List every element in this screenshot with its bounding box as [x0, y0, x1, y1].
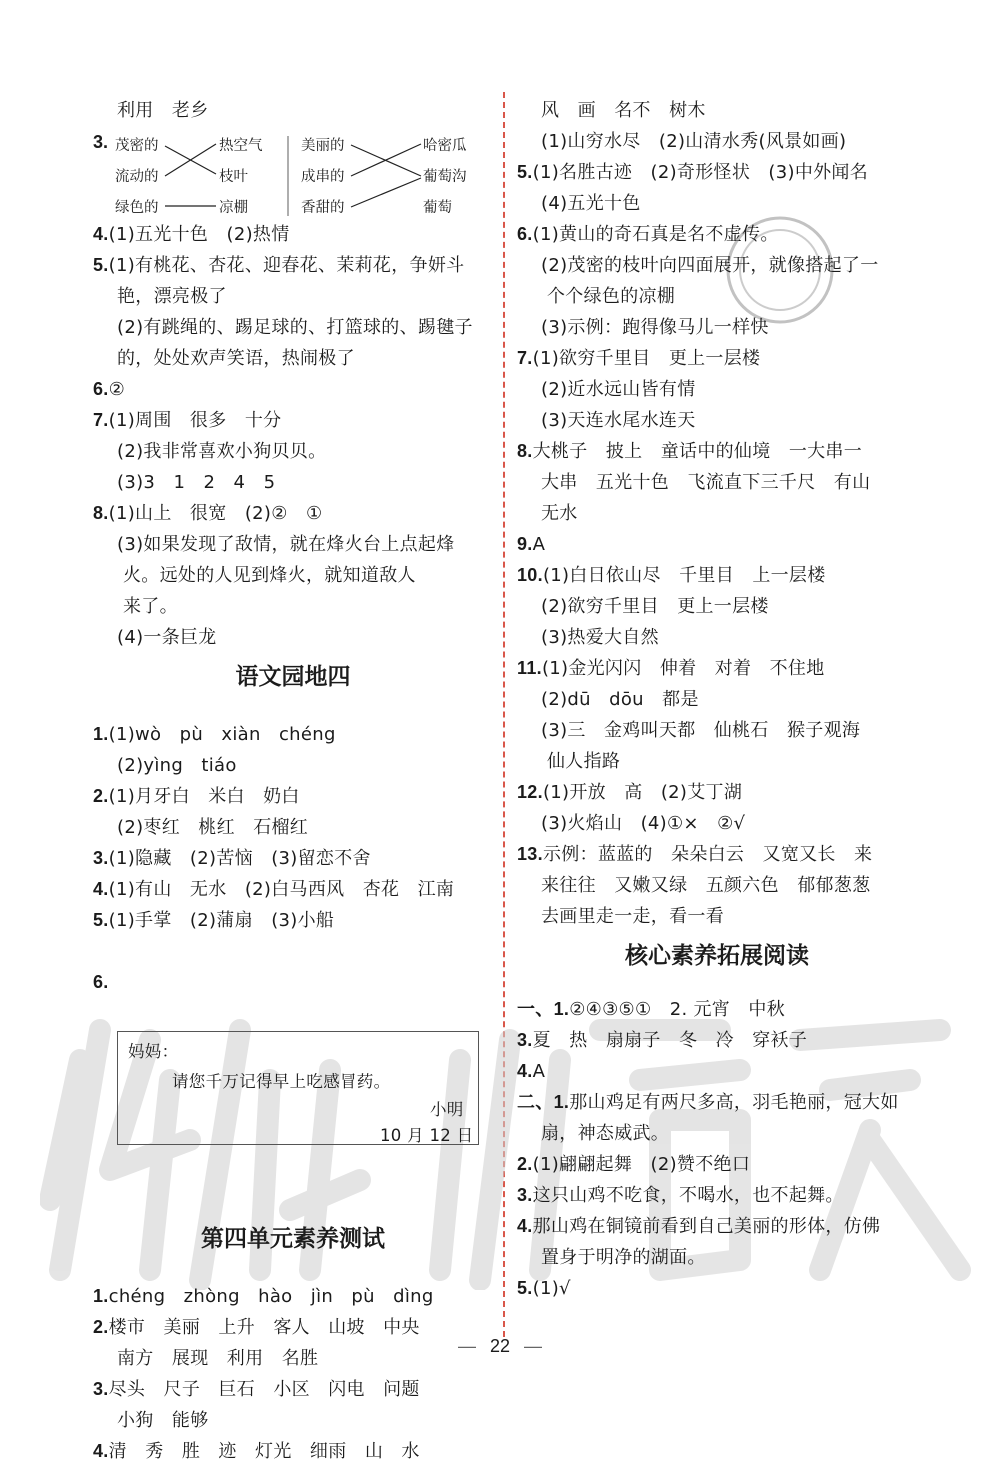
answer-line [93, 219, 493, 250]
answer-block [517, 95, 917, 932]
answer-text: 艳，漂亮极了 [117, 286, 227, 307]
match-item: 成串的 [301, 169, 345, 185]
question-number: 3. [517, 1030, 533, 1050]
answer-text: (1)有桃花、杏花、迎春花、茉莉花，争妍斗 [108, 255, 465, 276]
answer-text: 来往往 又嫩又绿 五颜六色 郁郁葱葱 [541, 875, 871, 896]
answer-line [517, 777, 917, 808]
answer-line [517, 870, 917, 901]
question-number: 2. [517, 1154, 533, 1174]
answer-line [517, 498, 917, 529]
answer-text: 南方 展现 利用 名胜 [117, 1348, 319, 1369]
note-date: 10 月 12 日 [380, 1126, 474, 1145]
answer-text: ② [108, 379, 126, 400]
answer-text: 火。远处的人见到烽火，就知道敌人 [123, 565, 416, 586]
match-item: 热空气 [219, 138, 263, 154]
answer-text: 示例：蓝蓝的 朵朵白云 又宽又长 来 [542, 844, 873, 865]
answer-line [93, 1436, 493, 1467]
answer-text: (3)3 1 2 4 5 [117, 472, 276, 493]
answer-text: A [532, 534, 546, 555]
answer-line [93, 874, 493, 905]
answer-text: 那山鸡足有两尺多高，羽毛艳丽，冠大如 [569, 1092, 899, 1113]
section-title: 第四单元素养测试 [201, 1226, 385, 1252]
match-item: 枝叶 [219, 169, 248, 185]
answer-line [517, 467, 917, 498]
question-number: 5. [93, 255, 109, 275]
answer-text: (1)有山 无水 (2)白马西风 杏花 江南 [108, 879, 455, 900]
question-number: 5. [93, 910, 109, 930]
match-item: 美丽的 [301, 138, 345, 154]
answer-text: (3)三 金鸡叫天都 仙桃石 猴子观海 [541, 720, 861, 741]
question-number: 5. [517, 162, 533, 182]
answer-line [93, 467, 493, 498]
question-number: 6. [93, 972, 109, 992]
answer-line [517, 746, 917, 777]
answer-text: (1)山上 很宽 (2)② ① [108, 503, 323, 524]
answer-text: (1)名胜古迹 (2)奇形怪状 (3)中外闻名 [532, 162, 869, 183]
matching-lines [93, 126, 493, 219]
question-number: 1. [93, 1286, 109, 1306]
answer-line [93, 591, 493, 622]
answer-text: (1)翩翩起舞 (2)赞不绝口 [532, 1154, 751, 1175]
answer-text: 风 画 名不 树木 [541, 100, 706, 121]
answer-text: (2)yìng tiáo [117, 755, 237, 776]
answer-line [93, 843, 493, 874]
match-item: 绿色的 [115, 200, 159, 216]
answer-line [517, 1180, 917, 1211]
answer-line [517, 1273, 917, 1304]
answer-line [517, 1025, 917, 1056]
section-title: 语文园地四 [235, 664, 351, 690]
answer-text: 夏 热 扇扇子 冬 冷 穿袄子 [532, 1030, 808, 1051]
answer-line [517, 1211, 917, 1242]
answer-line [93, 622, 493, 653]
answer-text: (1)山穷水尽 (2)山清水秀(风景如画) [541, 131, 847, 152]
answer-text: 尽头 尺子 巨石 小区 闪电 问题 [108, 1379, 420, 1400]
match-item: 凉棚 [219, 200, 248, 216]
answer-line [517, 250, 917, 281]
answer-text: A [532, 1061, 546, 1082]
answer-text: (1)手掌 (2)蒲扇 (3)小船 [108, 910, 335, 931]
answer-text: (3)示例：跑得像马儿一样快 [541, 317, 769, 338]
answer-line [93, 905, 493, 936]
question-number: 9. [517, 534, 533, 554]
answer-text: (2)dū dōu 都是 [541, 689, 699, 710]
answer-text: 无水 [541, 503, 578, 524]
question-number: 4. [93, 224, 109, 244]
answer-text: (2)我非常喜欢小狗贝贝。 [117, 441, 327, 462]
answer-text: 大桃子 披上 童话中的仙境 一大串一 [532, 441, 863, 462]
answer-text: 的，处处欢声笑语，热闹极了 [117, 348, 355, 369]
question-number: 11. [517, 658, 542, 678]
question-number: 12. [517, 782, 543, 802]
answer-text: 楼市 美丽 上升 客人 山坡 中央 [108, 1317, 420, 1338]
note-signer: 小明 [430, 1100, 464, 1119]
answer-text: (4)一条巨龙 [117, 627, 217, 648]
question-number: 8. [93, 503, 109, 523]
section-title: 核心素养拓展阅读 [625, 943, 809, 969]
answer-line [93, 436, 493, 467]
question-number: 一、1. [517, 999, 570, 1019]
answer-line [93, 529, 493, 560]
answer-line [93, 498, 493, 529]
answer-line [517, 157, 917, 188]
question-number: 4. [93, 879, 109, 899]
answer-line [93, 281, 493, 312]
question-number: 3. [93, 1379, 109, 1399]
answer-line [517, 653, 917, 684]
answer-line [517, 591, 917, 622]
answer-text: 那山鸡在铜镜前看到自己美丽的形体，仿佛 [532, 1216, 881, 1237]
answer-line [517, 1087, 917, 1118]
answer-text: (1)wò pù xiàn chéng [108, 724, 336, 745]
question-number: 3. [517, 1185, 533, 1205]
answer-text: (1)隐藏 (2)苦恼 (3)留恋不舍 [108, 848, 371, 869]
answer-line [517, 684, 917, 715]
page-footer: — 22 — [457, 1336, 543, 1356]
answer-line [517, 436, 917, 467]
question-number: 二、1. [517, 1092, 570, 1112]
answer-text: (1)白日依山尽 千里目 上一层楼 [542, 565, 826, 586]
match-item: 葡萄沟 [423, 169, 467, 185]
answer-text: 去画里走一走，看一看 [541, 906, 724, 927]
answer-text: 个个绿色的凉棚 [547, 286, 676, 307]
answer-line [517, 808, 917, 839]
answer-text: 置身于明净的湖面。 [541, 1247, 706, 1268]
answer-line [93, 1405, 493, 1436]
answer-text: (1)黄山的奇石真是名不虚传。 [532, 224, 779, 245]
question-number: 1. [93, 724, 109, 744]
matching-question-3 [93, 126, 493, 219]
answer-line [93, 405, 493, 436]
answer-line [517, 312, 917, 343]
answer-text: (1)五光十色 (2)热情 [108, 224, 290, 245]
match-item: 茂密的 [115, 138, 159, 154]
answer-line [517, 715, 917, 746]
answer-text: (1)月牙白 米白 奶白 [108, 786, 300, 807]
answer-text: (3)天连水尾水连天 [541, 410, 696, 431]
question-number: 10. [517, 565, 543, 585]
answer-line [93, 719, 493, 750]
answer-text: (1)周围 很多 十分 [108, 410, 282, 431]
note-box [117, 1031, 479, 1145]
question-number: 13. [517, 844, 543, 864]
answer-line [93, 343, 493, 374]
answer-text: 扇，神态威武。 [541, 1123, 670, 1144]
answer-line [517, 622, 917, 653]
answer-text: (3)热爱大自然 [541, 627, 659, 648]
answer-line [93, 560, 493, 591]
note-salutation: 妈妈： [128, 1042, 179, 1061]
answer-line [517, 343, 917, 374]
question-number: 5. [517, 1278, 533, 1298]
answer-block [517, 994, 917, 1304]
question-6 [93, 936, 493, 1207]
answer-line: 利用 老乡 [117, 100, 209, 121]
answer-block [93, 719, 493, 936]
answer-line [517, 1056, 917, 1087]
answer-line [517, 188, 917, 219]
question-number: 6. [517, 224, 533, 244]
answer-line [517, 839, 917, 870]
answer-line [517, 95, 917, 126]
question-number: 2. [93, 786, 109, 806]
column-divider [503, 92, 505, 1337]
answer-line [93, 1281, 493, 1312]
answer-text: (1)金光闪闪 伸着 对着 不住地 [541, 658, 825, 679]
answer-line [517, 126, 917, 157]
answer-text: (2)欲穷千里目 更上一层楼 [541, 596, 769, 617]
answer-line [93, 374, 493, 405]
answer-text: (4)五光十色 [541, 193, 641, 214]
answer-line [517, 281, 917, 312]
answer-text: 清 秀 胜 迹 灯光 细雨 山 水 [108, 1441, 420, 1462]
question-number: 6. [93, 379, 109, 399]
answer-line [93, 312, 493, 343]
answer-line [517, 560, 917, 591]
match-item: 流动的 [115, 169, 159, 185]
page-number: 22 [489, 1336, 511, 1356]
answer-line [517, 1149, 917, 1180]
answer-line [93, 1374, 493, 1405]
answer-line [517, 1242, 917, 1273]
question-number: 3. [93, 132, 109, 152]
answer-text: 这只山鸡不吃食，不喝水，也不起舞。 [532, 1185, 844, 1206]
answer-text: (1)开放 高 (2)艾丁湖 [542, 782, 743, 803]
answer-block [93, 219, 493, 653]
answer-text: 仙人指路 [547, 751, 621, 772]
answer-text: (2)有跳绳的、踢足球的、打篮球的、踢毽子 [117, 317, 473, 338]
answer-text: chéng zhòng hào jìn pù dìng [108, 1286, 434, 1307]
question-number: 2. [93, 1317, 109, 1337]
note-body: 请您千万记得早上吃感冒药。 [172, 1072, 391, 1091]
answer-line [93, 250, 493, 281]
answer-text: (1)欲穷千里目 更上一层楼 [532, 348, 761, 369]
match-item: 香甜的 [301, 200, 345, 216]
answer-text: 小狗 能够 [117, 1410, 209, 1431]
answer-line [517, 374, 917, 405]
match-item: 葡萄 [423, 200, 452, 216]
question-number: 4. [93, 1441, 109, 1461]
answer-text: ②④③⑤① 2. 元宵 中秋 [569, 999, 785, 1020]
question-number: 3. [93, 848, 109, 868]
answer-text: (1)√ [532, 1278, 571, 1299]
answer-text: 大串 五光十色 飞流直下三千尺 有山 [541, 472, 871, 493]
match-item: 哈密瓜 [423, 138, 467, 154]
answer-line [517, 405, 917, 436]
answer-line [93, 812, 493, 843]
answer-line [517, 994, 917, 1025]
answer-text: (3)火焰山 (4)①× ②√ [541, 813, 746, 834]
question-number: 7. [93, 410, 109, 430]
question-number: 7. [517, 348, 533, 368]
answer-line [517, 529, 917, 560]
answer-line [93, 750, 493, 781]
answer-line [517, 1118, 917, 1149]
right-column [517, 95, 917, 1304]
answer-line [517, 219, 917, 250]
answer-line [93, 781, 493, 812]
left-column [93, 95, 493, 1467]
answer-line [517, 901, 917, 932]
question-number: 4. [517, 1061, 533, 1081]
answer-text: (2)茂密的枝叶向四面展开，就像搭起了一 [541, 255, 879, 276]
answer-text: (2)枣红 桃红 石榴红 [117, 817, 309, 838]
question-number: 4. [517, 1216, 533, 1236]
question-number: 8. [517, 441, 533, 461]
answer-text: 来了。 [123, 596, 178, 617]
answer-text: (2)近水远山皆有情 [541, 379, 696, 400]
answer-block [93, 1281, 493, 1467]
answer-text: (3)如果发现了敌情，就在烽火台上点起烽 [117, 534, 455, 555]
